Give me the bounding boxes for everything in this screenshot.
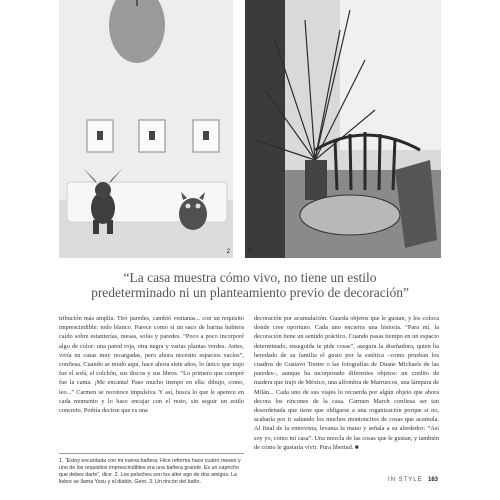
caption-divider bbox=[59, 453, 244, 454]
magazine-name: IN STYLE bbox=[387, 477, 423, 483]
photo-number: 2 bbox=[226, 249, 230, 255]
photo-number: 3 bbox=[248, 249, 252, 255]
photo-caption: 1. “Estoy encantada con mi nueva bañera. Hice reforma hace cuatro meses y uno de los requisitos imprescindibles era una bañera grande. Es un capricho que debes darte”, dice. 2. Los peluches son los alter ego de dos amigos. La liebre se llama Yosu y el diablo, Gero. 3. Un rincón del baño. bbox=[59, 458, 241, 485]
page-number: 163 bbox=[427, 477, 438, 483]
body-column-left bbox=[59, 314, 244, 415]
pull-quote-line: “La casa muestra cómo vivo, no tiene un estilo bbox=[123, 270, 377, 285]
body-paragraph: tribución más amplia. Tiró paredes, cambió ventanas... con un requisito imprescindible: todo blanco. Parece como si un saco de harina hubiera caído sobre estanterías, mesas, sofás y paredes. “Poco a poco incorporé algo de color: una pared roja, otra negra y varias plantas verdes. Antes, vivía en casas muy recargadas, pero ahora necesito espacios vacíos”, confiesa. Cuando se mudó aquí, hace ahora siete años, lo único que trajo fue el sofá, el colchón, sus discos y sus libros. “Lo primero que compré fue la cama. ¡Me encanta! Paso mucho tiempo en ella: dibujo, como, leo...” Carmen se reconoce impulsiva. Y así, busca lo que le apetece en cada momento y lo hace encajar con el resto, sin seguir un estilo concreto. Podría decirse que es una bbox=[59, 315, 244, 415]
photo-bedroom bbox=[59, 0, 233, 258]
photo-chair-corner bbox=[245, 0, 441, 258]
chair-illustration bbox=[245, 0, 441, 258]
pull-quote bbox=[75, 270, 425, 300]
chair-cushion bbox=[300, 195, 400, 235]
body-column-right bbox=[254, 314, 439, 452]
bedroom-illustration bbox=[59, 0, 233, 258]
pull-quote-line: predeterminado ni un planteamiento previo de decoración” bbox=[91, 285, 409, 300]
body-paragraph: decoración por acumulación. Guarda objetos que le gustan, y los coloca donde cree oportuno. Cada uno encierra una historia. “Para mí, la decoración tiene un sentido práctico. Cuando pasas tiempo en un espacio determinado, enseguida te pide cosas”, asegura la diseñadora, quien ha heredado de su familia el gusto por la estética –como prueban los cuadros de Gustavo Torner o las fotografías de Duane Michaels de las paredes–, aunque ha incorporado diferentes objetos: un credito de madera que trajo de México, una alfombra de Marruecos, una lámpara de Milán... Cada uno de sus viajes lo recuerda por algún objeto que ahora decora los rincones de la casa. Carmen March confiesa ser tan desordenada que tiene que obligarse a una organización porque si no, acabaría por ir saltando los muchos montoncitos de cosas que acumula. Al final de la entrevista, levanta la mano y señala a su alrededor: “Así soy yo, como mi casa”. Una mezcla de las cosas que le gustan, y también de cómo le gustaría vivir. Pura libertad. ■ bbox=[254, 315, 439, 451]
page-footer bbox=[388, 477, 438, 483]
